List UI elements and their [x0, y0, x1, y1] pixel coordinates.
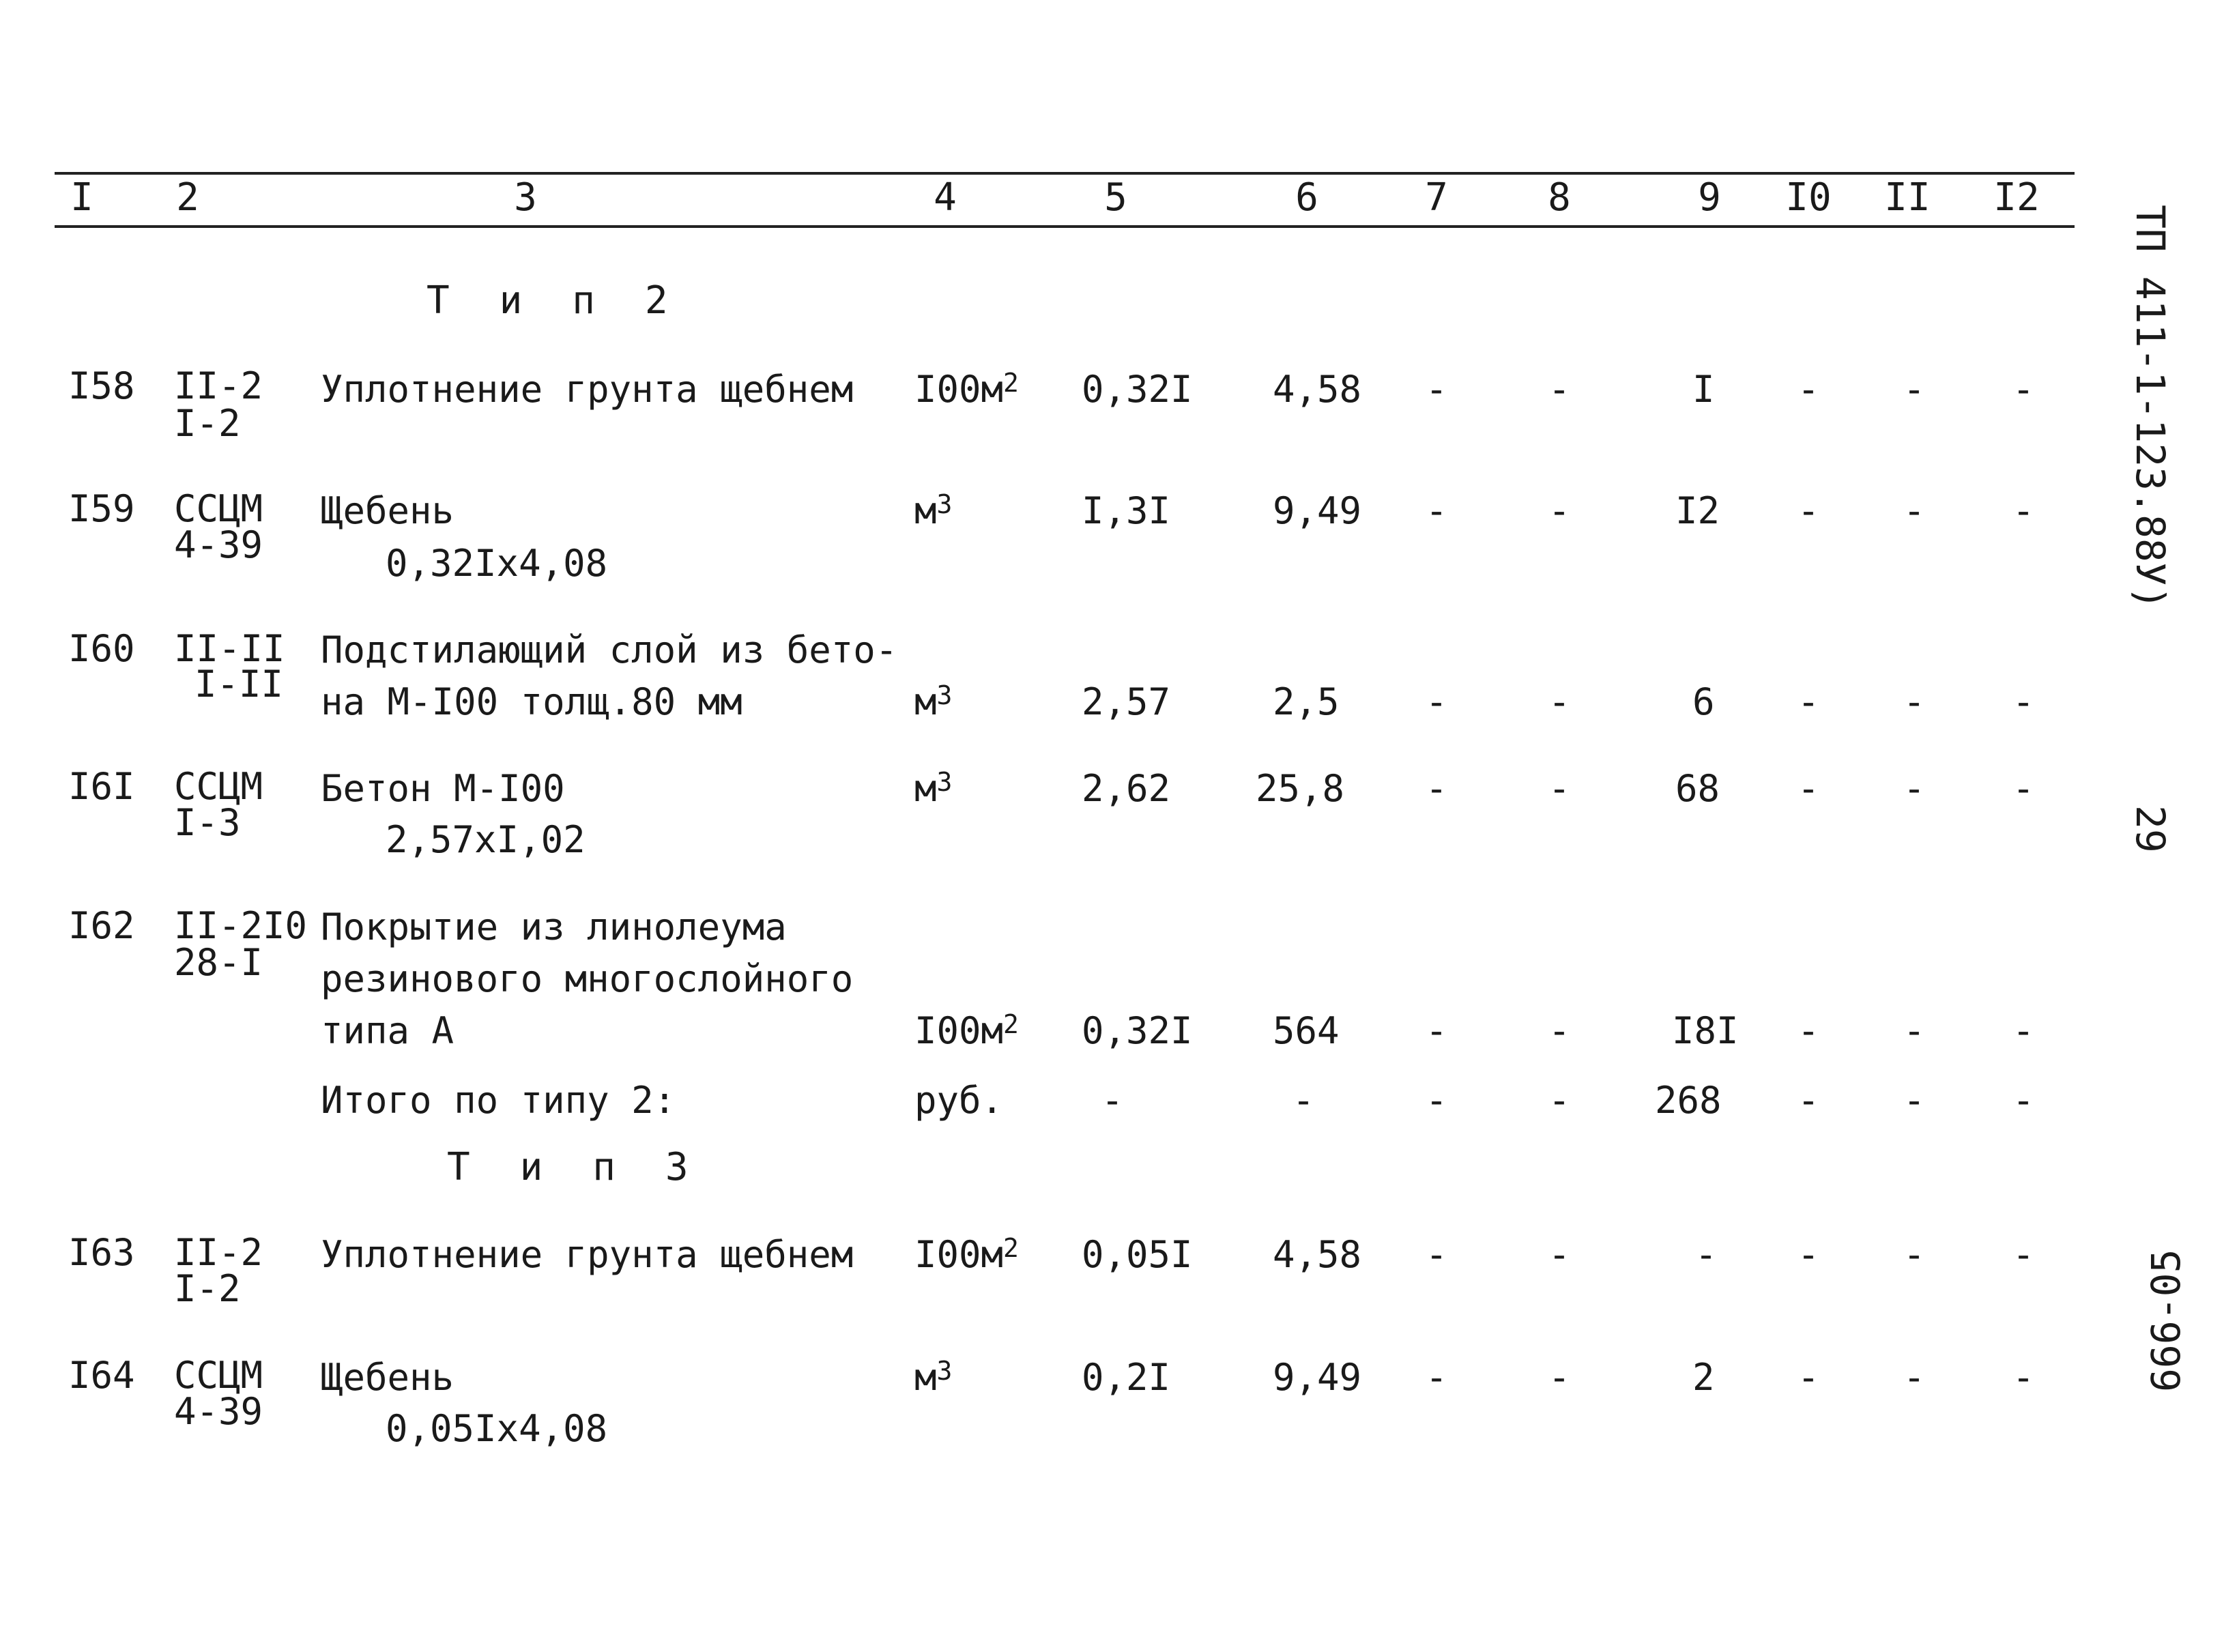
- unit-price: 9,49: [1273, 1356, 1362, 1399]
- unit-price: 4,58: [1273, 1233, 1362, 1276]
- work-name: Щебень: [321, 489, 454, 532]
- col-8-value: -: [1548, 1233, 1571, 1276]
- work-name-formula: 2,57хI,02: [386, 818, 586, 861]
- unit: $I00м^2$: [914, 1009, 1019, 1052]
- column-header-2: 2: [176, 175, 199, 220]
- col-10-value: -: [1797, 680, 1820, 723]
- norm-code-sub: 4-39: [174, 1390, 263, 1433]
- col-10-value: -: [1797, 489, 1820, 532]
- total-label: Итого по типу 2:: [321, 1079, 676, 1122]
- total-unit: руб.: [914, 1079, 1004, 1122]
- row-number: I59: [68, 487, 135, 530]
- col-9-value: 68: [1675, 767, 1720, 810]
- document-code-side: ТП 411-1-123.88У): [2127, 205, 2174, 610]
- col-8-value: -: [1548, 1079, 1571, 1122]
- col-7-value: -: [1425, 1009, 1448, 1052]
- col-7-value: -: [1425, 489, 1448, 532]
- work-name-line-2: резинового многослойного: [321, 957, 854, 1000]
- col-11-value: -: [1903, 680, 1926, 723]
- col-7-value: -: [1425, 368, 1448, 411]
- unit: $I00м^2$: [914, 368, 1019, 411]
- row-number: I6I: [68, 765, 135, 808]
- col-10-value: -: [1797, 1233, 1820, 1276]
- column-header-5: 5: [1104, 175, 1127, 220]
- unit: $м^3$: [914, 489, 953, 532]
- norm-code: II-2: [174, 364, 263, 407]
- col-9-value: 2: [1692, 1356, 1715, 1399]
- quantity: 0,32I: [1082, 1009, 1193, 1052]
- col-9-value: I2: [1675, 489, 1720, 532]
- col-11-value: -: [1903, 767, 1926, 810]
- work-name: Щебень: [321, 1356, 454, 1399]
- row-number: I60: [68, 627, 135, 670]
- table-header-rule: [55, 225, 2075, 228]
- total-unit-price: -: [1292, 1079, 1315, 1122]
- col-7-value: -: [1425, 1079, 1448, 1122]
- column-header-7: 7: [1425, 175, 1448, 220]
- quantity: 2,57: [1082, 680, 1171, 723]
- section-title-type-3: Т и п 3: [447, 1145, 702, 1189]
- work-name: Покрытие из линолеума: [321, 905, 787, 948]
- norm-code-sub: 28-I: [174, 941, 263, 984]
- column-header-10: I0: [1785, 175, 1832, 220]
- col-12-value: -: [2012, 680, 2035, 723]
- column-header-9: 9: [1698, 175, 1721, 220]
- col-12-value: -: [2012, 489, 2035, 532]
- norm-code-sub: 4-39: [174, 523, 263, 566]
- col-11-value: -: [1903, 368, 1926, 411]
- norm-code: ССЦМ: [174, 487, 263, 530]
- work-name-formula: 0,05Iх4,08: [386, 1407, 608, 1450]
- unit: $м^3$: [914, 767, 953, 810]
- col-8-value: -: [1548, 767, 1571, 810]
- col-11-value: -: [1903, 1079, 1926, 1122]
- col-11-value: -: [1903, 1233, 1926, 1276]
- col-11-value: -: [1903, 489, 1926, 532]
- col-9-value: I8I: [1672, 1009, 1739, 1052]
- col-12-value: -: [2012, 767, 2035, 810]
- quantity: I,3I: [1082, 489, 1171, 532]
- table-top-rule: [55, 172, 2075, 175]
- row-number: I64: [68, 1354, 135, 1397]
- col-8-value: -: [1548, 1356, 1571, 1399]
- quantity: 0,32I: [1082, 368, 1193, 411]
- norm-code: ССЦМ: [174, 1354, 263, 1397]
- col-12-value: -: [2012, 368, 2035, 411]
- col-8-value: -: [1548, 680, 1571, 723]
- column-header-4: 4: [934, 175, 957, 220]
- unit-price: 25,8: [1256, 767, 1345, 810]
- quantity: 0,2I: [1082, 1356, 1171, 1399]
- work-name-formula: 0,32Iх4,08: [386, 542, 608, 585]
- column-header-1: I: [70, 175, 93, 220]
- col-11-value: -: [1903, 1356, 1926, 1399]
- page-number-side: 29: [2127, 805, 2174, 853]
- col-12-value: -: [2012, 1079, 2035, 1122]
- col-12-value: -: [2012, 1009, 2035, 1052]
- norm-code-sub: I-2: [174, 1267, 241, 1310]
- unit-price: 2,5: [1273, 680, 1340, 723]
- col-10-value: -: [1797, 368, 1820, 411]
- quantity: 2,62: [1082, 767, 1171, 810]
- unit-price: 9,49: [1273, 489, 1362, 532]
- row-number: I58: [68, 364, 135, 407]
- norm-code-sub: I-II: [194, 663, 284, 706]
- col-12-value: -: [2012, 1356, 2035, 1399]
- column-header-12: I2: [1993, 175, 2040, 220]
- col-12-value: -: [2012, 1233, 2035, 1276]
- unit-price: 4,58: [1273, 368, 1362, 411]
- norm-code: II-2I0: [174, 904, 308, 947]
- total-quantity: -: [1101, 1079, 1124, 1122]
- norm-code: II-2: [174, 1231, 263, 1274]
- work-name: Уплотнение грунта щебнем: [321, 1233, 854, 1276]
- column-header-6: 6: [1295, 175, 1318, 220]
- unit: $м^3$: [914, 1356, 953, 1399]
- col-7-value: -: [1425, 1233, 1448, 1276]
- col-10-value: -: [1797, 767, 1820, 810]
- col-10-value: -: [1797, 1079, 1820, 1122]
- col-9-value: 6: [1692, 680, 1715, 723]
- work-name-line-3: типа А: [321, 1009, 454, 1052]
- work-name: Уплотнение грунта щебнем: [321, 368, 854, 411]
- norm-code: II-II: [174, 627, 285, 670]
- norm-code-sub: I-2: [174, 402, 241, 445]
- work-name-line-2: на М-I00 толщ.80 мм: [321, 680, 742, 723]
- col-8-value: -: [1548, 1009, 1571, 1052]
- row-number: I63: [68, 1231, 135, 1274]
- col-8-value: -: [1548, 368, 1571, 411]
- unit: $м^3$: [914, 680, 953, 723]
- column-header-8: 8: [1548, 175, 1571, 220]
- section-title-type-2: Т и п 2: [427, 278, 682, 323]
- norm-code: ССЦМ: [174, 765, 263, 808]
- column-header-3: 3: [514, 175, 537, 220]
- document-number-side: 666-05: [2143, 1249, 2189, 1392]
- quantity: 0,05I: [1082, 1233, 1193, 1276]
- total-sum: 268: [1655, 1079, 1722, 1122]
- column-header-11: II: [1884, 175, 1931, 220]
- col-10-value: -: [1797, 1356, 1820, 1399]
- norm-code-sub: I-3: [174, 801, 241, 844]
- col-7-value: -: [1425, 1356, 1448, 1399]
- col-10-value: -: [1797, 1009, 1820, 1052]
- row-number: I62: [68, 904, 135, 947]
- col-7-value: -: [1425, 767, 1448, 810]
- col-11-value: -: [1903, 1009, 1926, 1052]
- work-name: Бетон М-I00: [321, 767, 565, 810]
- unit-price: 564: [1273, 1009, 1340, 1052]
- work-name: Подстилающий слой из бето-: [321, 628, 898, 671]
- col-9-value: I: [1692, 368, 1715, 411]
- col-7-value: -: [1425, 680, 1448, 723]
- col-8-value: -: [1548, 489, 1571, 532]
- unit: $I00м^2$: [914, 1233, 1019, 1276]
- col-9-value: -: [1694, 1233, 1718, 1276]
